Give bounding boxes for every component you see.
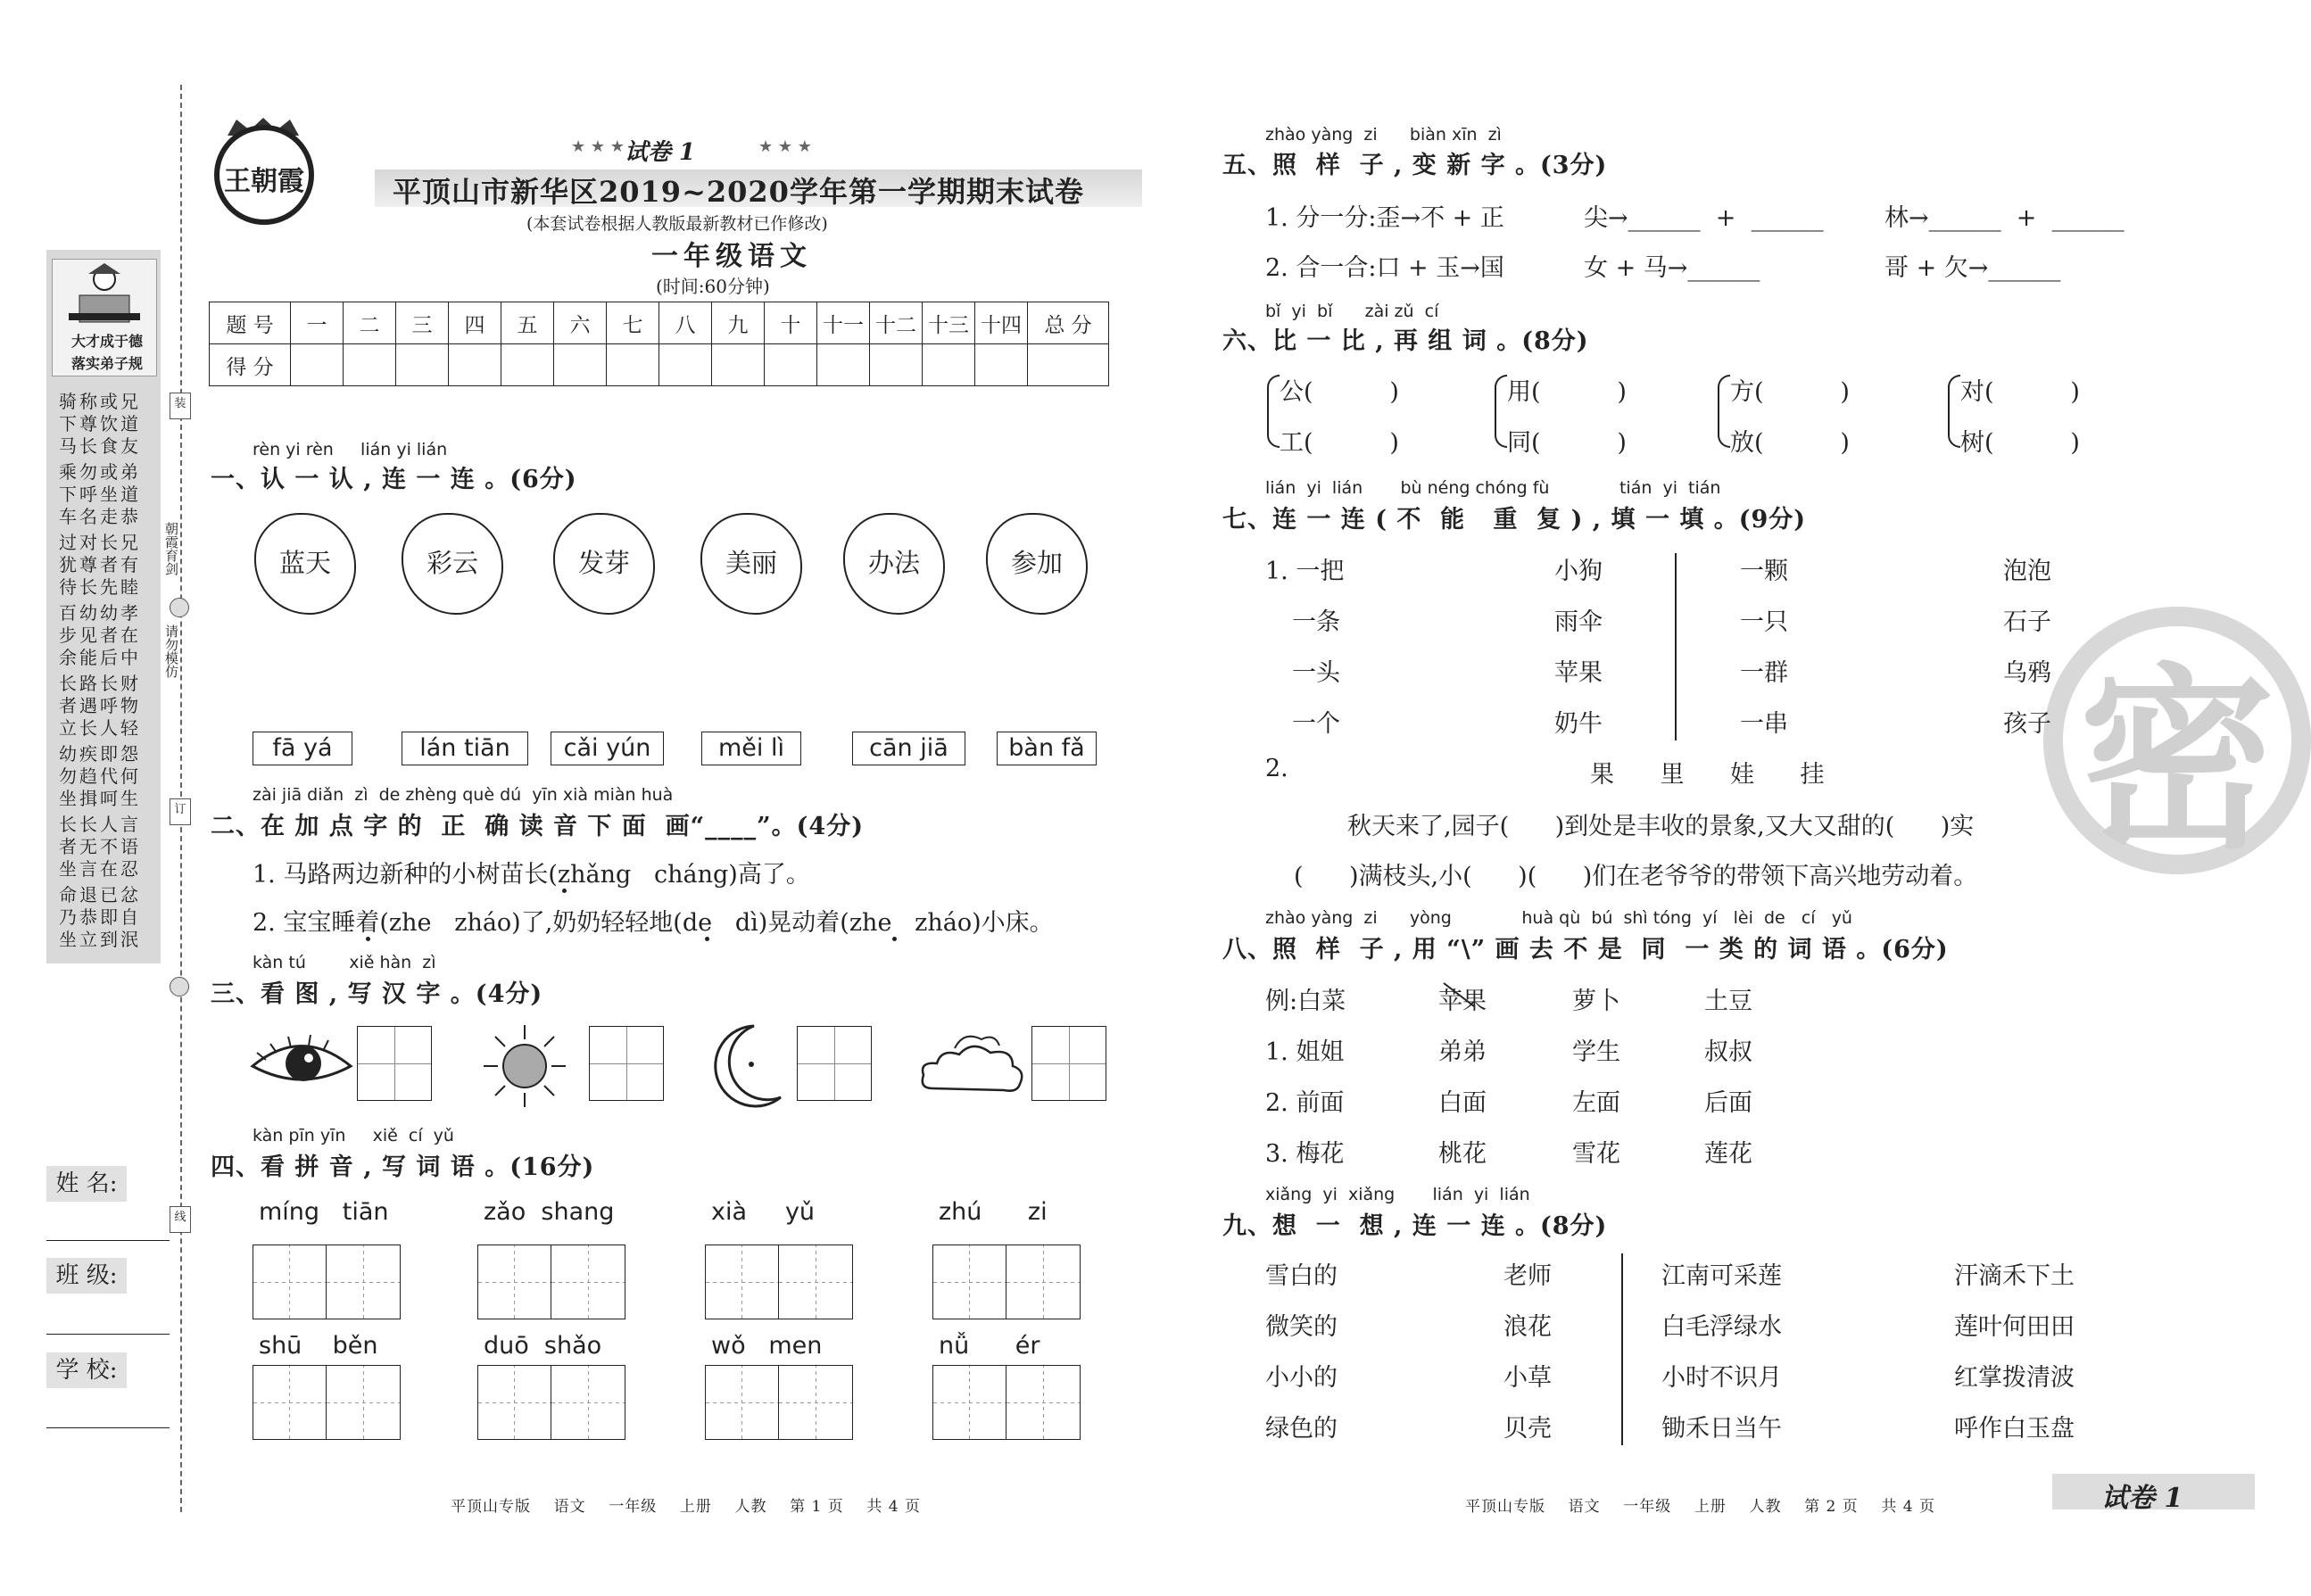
category-word[interactable]: 弟弟 bbox=[1438, 1038, 1487, 1066]
match-word[interactable]: 微笑的 bbox=[1265, 1313, 1338, 1341]
rhyme-line: 坐立到泯 bbox=[59, 929, 141, 950]
s4-title: 四、看 拼 音 , 写 词 语 。(16分) bbox=[211, 1154, 595, 1181]
s6-title: 六、比 一 比 , 再 组 词 。(8分) bbox=[1222, 327, 1589, 355]
score-input-cell[interactable] bbox=[396, 344, 449, 386]
exam-title: 平顶山市新华区2019~2020学年第一学期期末试卷 bbox=[393, 175, 1084, 209]
rhyme-line: 幼疾即怨 bbox=[59, 743, 141, 765]
score-input-cell[interactable] bbox=[712, 344, 765, 386]
score-input-cell[interactable] bbox=[1028, 344, 1109, 386]
rhyme-line: 下呼坐道 bbox=[59, 484, 141, 505]
emphasis-dot bbox=[366, 937, 370, 941]
emphasis-dot bbox=[892, 937, 897, 941]
s5-q1-b[interactable]: 尖→______ + ______ bbox=[1584, 204, 1824, 232]
match-word[interactable]: 1. 一把 bbox=[1265, 558, 1345, 585]
binder-label-1: 装 bbox=[170, 393, 191, 419]
school-field[interactable] bbox=[46, 1427, 170, 1428]
s9-title: 九、想 一 想 , 连 一 连 。(8分) bbox=[1222, 1212, 1608, 1240]
exam-subtitle: (本套试卷根据人教版最新教材已作修改) bbox=[526, 214, 828, 234]
match-word[interactable]: 苹果 bbox=[1554, 659, 1603, 687]
match-word[interactable]: 江南可采莲 bbox=[1661, 1262, 1782, 1290]
write-grid[interactable] bbox=[797, 1026, 872, 1101]
score-header-cell: 十四 bbox=[975, 302, 1028, 344]
match-word[interactable]: 绿色的 bbox=[1265, 1415, 1338, 1443]
category-word[interactable]: 叔叔 bbox=[1704, 1038, 1752, 1066]
compare-word[interactable]: 对( ) bbox=[1960, 378, 2080, 406]
word-cloud[interactable]: 参加 bbox=[986, 513, 1088, 615]
match-word[interactable]: 一条 bbox=[1292, 608, 1340, 636]
name-field[interactable] bbox=[46, 1240, 170, 1241]
category-word: 例:白菜 bbox=[1265, 988, 1346, 1015]
s6-pinyin: bǐ yi bǐ zài zǔ cí bbox=[1265, 302, 1439, 321]
grid-cell[interactable] bbox=[327, 1245, 400, 1319]
rhyme-line: 立长人轻 bbox=[59, 717, 141, 739]
moon-icon bbox=[705, 1021, 785, 1114]
s5-pinyin: zhào yàng zi biàn xīn zì bbox=[1265, 125, 1502, 145]
word-write-grid[interactable] bbox=[932, 1365, 1081, 1440]
s5-title: 五、照 样 子 , 变 新 字 。(3分) bbox=[1222, 152, 1608, 179]
s5-q2-example: 2. 合一合:口 + 玉→国 bbox=[1265, 254, 1504, 282]
paper-tag: 试卷 1 bbox=[625, 139, 696, 166]
pinyin-label: duō shǎo bbox=[484, 1332, 602, 1360]
match-word[interactable]: 锄禾日当午 bbox=[1661, 1415, 1782, 1443]
word-cloud[interactable]: 蓝天 bbox=[254, 513, 356, 615]
s5-q2-b[interactable]: 女 + 马→______ bbox=[1584, 254, 1760, 282]
category-word[interactable]: 萝卜 bbox=[1572, 988, 1620, 1015]
rhyme-line: 乘勿或弟 bbox=[59, 461, 141, 483]
word-write-grid[interactable] bbox=[932, 1245, 1081, 1319]
rhyme-line: 坐揖呵生 bbox=[59, 788, 141, 809]
score-header-cell: 十一 bbox=[817, 302, 870, 344]
match-word[interactable]: 小时不识月 bbox=[1661, 1364, 1782, 1392]
score-input-cell[interactable] bbox=[817, 344, 870, 386]
score-table bbox=[209, 302, 1109, 386]
s1-title: 一、认 一 认 , 连 一 连 。(6分) bbox=[211, 466, 577, 493]
score-header-cell: 十三 bbox=[923, 302, 975, 344]
grid-cell[interactable] bbox=[551, 1245, 625, 1319]
binder-hole-2 bbox=[170, 977, 189, 996]
s4-pinyin: kàn pīn yīn xiě cí yǔ bbox=[253, 1126, 454, 1145]
match-word[interactable]: 一只 bbox=[1740, 608, 1788, 636]
pinyin-label: shū běn bbox=[259, 1332, 378, 1360]
word-cloud[interactable]: 办法 bbox=[843, 513, 945, 615]
s2-question-2: 2. 宝宝睡着(zhe zháo)了,奶奶轻轻地(de dì)晃动着(zhe zháo)小床。 bbox=[253, 909, 1054, 937]
write-grid[interactable] bbox=[357, 1026, 432, 1101]
compare-word[interactable]: 公( ) bbox=[1280, 378, 1399, 406]
score-header-cell: 题 号 bbox=[210, 302, 291, 344]
rhyme-line: 犹尊者有 bbox=[59, 554, 141, 575]
s7-pinyin: lián yi lián bù néng chóng fù tián yi tián bbox=[1265, 478, 1721, 498]
word-write-grid[interactable] bbox=[477, 1245, 625, 1319]
rhyme-line: 长路长财 bbox=[59, 673, 141, 694]
rhyme-line: 长长人言 bbox=[59, 814, 141, 835]
brace-mark bbox=[1718, 375, 1730, 448]
score-input-cell[interactable] bbox=[659, 344, 712, 386]
rhyme-line: 步见者在 bbox=[59, 624, 141, 646]
category-word[interactable]: 学生 bbox=[1572, 1038, 1620, 1066]
name-label: 姓 名: bbox=[46, 1166, 127, 1202]
emphasis-dot bbox=[705, 937, 709, 941]
grid-cell[interactable] bbox=[1006, 1366, 1080, 1439]
rhyme-line: 待长先睦 bbox=[59, 576, 141, 598]
word-write-grid[interactable] bbox=[253, 1245, 401, 1319]
score-header-cell: 六 bbox=[554, 302, 607, 344]
match-word[interactable]: 雪白的 bbox=[1265, 1262, 1338, 1290]
category-word: 3. 梅花 bbox=[1265, 1140, 1345, 1168]
paper-tag-bottom: 试卷 1 bbox=[2101, 1483, 2183, 1514]
binder-hole-1 bbox=[170, 598, 189, 617]
category-word[interactable]: 后面 bbox=[1704, 1089, 1752, 1117]
match-word[interactable]: 一头 bbox=[1292, 659, 1340, 687]
score-input-cell[interactable] bbox=[975, 344, 1028, 386]
match-word[interactable]: 贝壳 bbox=[1503, 1415, 1552, 1443]
binder-label-3: 线 bbox=[170, 1206, 191, 1233]
match-word[interactable]: 小小的 bbox=[1265, 1364, 1338, 1392]
class-label: 班 级: bbox=[46, 1258, 127, 1294]
grid-cell[interactable] bbox=[706, 1245, 779, 1319]
score-header-row bbox=[210, 302, 1109, 344]
footer-left: 平顶山专版 语文 一年级 上册 人教 第 1 页 共 4 页 bbox=[451, 1498, 921, 1516]
score-input-cell[interactable] bbox=[554, 344, 607, 386]
match-word[interactable]: 一个 bbox=[1292, 710, 1340, 738]
grid-cell[interactable] bbox=[478, 1245, 551, 1319]
rhyme-line: 车名走恭 bbox=[59, 506, 141, 527]
score-input-cell[interactable] bbox=[923, 344, 975, 386]
category-word[interactable]: 左面 bbox=[1572, 1089, 1620, 1117]
pinyin-box[interactable]: fā yá bbox=[253, 732, 352, 765]
grid-cell[interactable] bbox=[1006, 1245, 1080, 1319]
word-cloud[interactable]: 发芽 bbox=[553, 513, 655, 615]
rhyme-line: 乃恭即自 bbox=[59, 906, 141, 928]
compare-word[interactable]: 工( ) bbox=[1280, 429, 1399, 457]
compare-word[interactable]: 同( ) bbox=[1507, 429, 1627, 457]
pinyin-box[interactable]: bàn fǎ bbox=[997, 732, 1097, 765]
star-decoration-left: ★ ★ ★ bbox=[571, 137, 625, 156]
cloud-icon bbox=[915, 1026, 1031, 1110]
s2-title: 二、在 加 点 字 的 正 确 读 音 下 面 画“____”。(4分) bbox=[211, 813, 864, 840]
category-word[interactable]: 雪花 bbox=[1572, 1140, 1620, 1168]
rhyme-line: 马长食友 bbox=[59, 435, 141, 457]
score-input-cell[interactable] bbox=[607, 344, 659, 386]
s8-title: 八、照 样 子 , 用 “\” 画 去 不 是 同 一 类 的 词 语 。(6分) bbox=[1222, 936, 1949, 963]
score-header-cell: 七 bbox=[607, 302, 659, 344]
motto-line-2: 落实弟子规 bbox=[70, 355, 143, 372]
match-word[interactable]: 一群 bbox=[1740, 659, 1788, 687]
score-input-cell[interactable] bbox=[344, 344, 396, 386]
grid-cell[interactable] bbox=[478, 1366, 551, 1439]
pinyin-label: míng tiān bbox=[259, 1198, 389, 1226]
logo-text: 王朝霞 bbox=[224, 166, 304, 197]
category-word[interactable]: 苹果 bbox=[1438, 988, 1487, 1015]
footer-right: 平顶山专版 语文 一年级 上册 人教 第 2 页 共 4 页 bbox=[1465, 1498, 1935, 1516]
s9-divider bbox=[1621, 1253, 1623, 1445]
s9-pinyin: xiǎng yi xiǎng lián yi lián bbox=[1265, 1185, 1530, 1204]
score-header-cell: 一 bbox=[291, 302, 344, 344]
match-word[interactable]: 浪花 bbox=[1503, 1313, 1552, 1341]
match-word[interactable]: 乌鸦 bbox=[2003, 659, 2051, 687]
grid-cell[interactable] bbox=[253, 1245, 327, 1319]
rhyme-line: 百幼幼孝 bbox=[59, 602, 141, 624]
category-word[interactable]: 土豆 bbox=[1704, 988, 1752, 1015]
score-header-cell: 八 bbox=[659, 302, 712, 344]
match-word[interactable]: 小草 bbox=[1503, 1364, 1552, 1392]
binder-label-2: 订 bbox=[170, 798, 191, 825]
score-input-cell[interactable] bbox=[291, 344, 344, 386]
score-header-cell: 四 bbox=[449, 302, 501, 344]
match-word[interactable]: 呼作白玉盘 bbox=[1954, 1415, 2075, 1443]
grid-cell[interactable] bbox=[779, 1245, 852, 1319]
s7-q2-label: 2. bbox=[1265, 755, 1288, 782]
rhyme-line: 者无不语 bbox=[59, 836, 141, 857]
s3-title: 三、看 图 , 写 汉 字 。(4分) bbox=[211, 980, 543, 1008]
score-input-cell[interactable] bbox=[765, 344, 817, 386]
rhyme-line: 勿趋代何 bbox=[59, 765, 141, 787]
rhyme-line: 命退已忿 bbox=[59, 884, 141, 906]
word-write-grid[interactable] bbox=[705, 1245, 853, 1319]
match-word[interactable]: 汗滴禾下土 bbox=[1954, 1262, 2075, 1290]
rhyme-line: 下尊饮道 bbox=[59, 413, 141, 434]
pinyin-box[interactable]: cān jiā bbox=[852, 732, 965, 765]
match-word[interactable]: 莲叶何田田 bbox=[1954, 1313, 2075, 1341]
word-write-grid[interactable] bbox=[253, 1365, 401, 1440]
score-row-label: 得 分 bbox=[210, 344, 291, 386]
score-header-cell: 十二 bbox=[870, 302, 923, 344]
school-label: 学 校: bbox=[46, 1352, 127, 1388]
score-header-cell: 二 bbox=[344, 302, 396, 344]
word-write-grid[interactable] bbox=[705, 1365, 853, 1440]
pinyin-label: wǒ men bbox=[711, 1332, 823, 1360]
match-word[interactable]: 一颗 bbox=[1740, 558, 1788, 585]
class-field[interactable] bbox=[46, 1334, 170, 1335]
grid-cell[interactable] bbox=[327, 1366, 400, 1439]
compare-word[interactable]: 方( ) bbox=[1730, 378, 1850, 406]
grade-subject: 一年级语文 bbox=[651, 241, 812, 272]
grid-cell[interactable] bbox=[933, 1245, 1006, 1319]
confidential-watermark: 密 bbox=[2043, 607, 2311, 874]
rhyme-line: 坐言在忍 bbox=[59, 858, 141, 880]
brace-mark bbox=[1267, 375, 1280, 448]
sun-icon bbox=[480, 1021, 569, 1114]
score-header-cell: 九 bbox=[712, 302, 765, 344]
brace-mark bbox=[1495, 375, 1507, 448]
match-word[interactable]: 奶牛 bbox=[1554, 710, 1603, 738]
word-cloud[interactable]: 彩云 bbox=[402, 513, 503, 615]
grid-cell[interactable] bbox=[933, 1366, 1006, 1439]
star-decoration-right: ★ ★ ★ bbox=[758, 137, 812, 156]
motto-line-1: 大才成于德 bbox=[70, 333, 143, 350]
grid-cell[interactable] bbox=[253, 1366, 327, 1439]
match-word[interactable]: 小狗 bbox=[1554, 558, 1603, 585]
pinyin-label: zǎo shang bbox=[484, 1198, 615, 1226]
emphasis-dot bbox=[562, 889, 567, 893]
match-word[interactable]: 一串 bbox=[1740, 710, 1788, 738]
score-input-cell[interactable] bbox=[449, 344, 501, 386]
s7-divider bbox=[1675, 553, 1677, 740]
exam-time: (时间:60分钟) bbox=[656, 276, 770, 297]
rhyme-line: 余能后中 bbox=[59, 647, 141, 668]
category-word[interactable]: 莲花 bbox=[1704, 1140, 1752, 1168]
category-word[interactable]: 白面 bbox=[1438, 1089, 1487, 1117]
vertical-note-2: 请勿模仿 bbox=[163, 624, 179, 678]
score-input-cell[interactable] bbox=[501, 344, 554, 386]
pinyin-label: xià yǔ bbox=[711, 1198, 816, 1226]
score-header-cell: 五 bbox=[501, 302, 554, 344]
s5-q1-c[interactable]: 林→______ + ______ bbox=[1884, 204, 2125, 232]
write-grid[interactable] bbox=[1031, 1026, 1106, 1101]
s7-q2-words: 果 里 娃 挂 bbox=[1590, 761, 1825, 789]
s7-title: 七、连 一 连 ( 不 能 重 复 ) , 填 一 填 。(9分) bbox=[1222, 506, 1807, 533]
grid-cell[interactable] bbox=[706, 1366, 779, 1439]
pinyin-label: nǚ ér bbox=[939, 1332, 1040, 1360]
vertical-note-1: 朝霞育剑 bbox=[163, 522, 179, 575]
brace-mark bbox=[1948, 375, 1960, 448]
s5-q2-c[interactable]: 哥 + 欠→______ bbox=[1884, 254, 2061, 282]
match-word[interactable]: 雨伞 bbox=[1554, 608, 1603, 636]
score-header-cell: 三 bbox=[396, 302, 449, 344]
write-grid[interactable] bbox=[589, 1026, 664, 1101]
rhyme-line: 过对长兄 bbox=[59, 532, 141, 553]
category-word: 1. 姐姐 bbox=[1265, 1038, 1345, 1066]
score-input-row bbox=[210, 344, 1109, 386]
match-word[interactable]: 石子 bbox=[2003, 608, 2051, 636]
category-word: 2. 前面 bbox=[1265, 1089, 1345, 1117]
grid-cell[interactable] bbox=[551, 1366, 625, 1439]
pinyin-box[interactable]: cǎi yún bbox=[551, 732, 664, 765]
match-word[interactable]: 孩子 bbox=[2003, 710, 2051, 738]
s7-q2-line1[interactable]: 秋天来了,园子( )到处是丰收的景象,又大又甜的( )实 bbox=[1347, 813, 1975, 840]
match-word[interactable]: 老师 bbox=[1503, 1262, 1552, 1290]
pinyin-label: zhú zi bbox=[939, 1198, 1048, 1226]
s3-pinyin: kàn tú xiě hàn zì bbox=[253, 953, 436, 972]
pinyin-box[interactable]: lán tiān bbox=[402, 732, 528, 765]
score-header-cell: 总 分 bbox=[1028, 302, 1109, 344]
s7-q2-line2[interactable]: ( )满枝头,小( )( )们在老爷爷的带领下高兴地劳动着。 bbox=[1294, 863, 1978, 890]
match-word[interactable]: 红掌拨清波 bbox=[1954, 1364, 2075, 1392]
strike-example-mark bbox=[1438, 980, 1479, 1010]
match-word[interactable]: 白毛浮绿水 bbox=[1661, 1313, 1782, 1341]
compare-word[interactable]: 放( ) bbox=[1730, 429, 1850, 457]
grid-cell[interactable] bbox=[779, 1366, 852, 1439]
compare-word[interactable]: 用( ) bbox=[1507, 378, 1627, 406]
eye-icon bbox=[248, 1026, 355, 1101]
s5-q1-example: 1. 分一分:歪→不 + 正 bbox=[1265, 204, 1504, 232]
s8-pinyin: zhào yàng zi yòng huà qù bú shì tóng yí lèi de cí yǔ bbox=[1265, 908, 1852, 928]
compare-word[interactable]: 树( ) bbox=[1960, 429, 2080, 457]
score-header-cell: 十 bbox=[765, 302, 817, 344]
score-input-cell[interactable] bbox=[870, 344, 923, 386]
pinyin-box[interactable]: měi lì bbox=[701, 732, 801, 765]
word-write-grid[interactable] bbox=[477, 1365, 625, 1440]
category-word[interactable]: 桃花 bbox=[1438, 1140, 1487, 1168]
s2-question-1: 1. 马路两边新种的小树苗长(zhǎng cháng)高了。 bbox=[253, 861, 810, 889]
word-cloud[interactable]: 美丽 bbox=[700, 513, 802, 615]
s2-pinyin: zài jiā diǎn zì de zhèng què dú yīn xià miàn huà bbox=[253, 785, 674, 805]
s1-pinyin: rèn yi rèn lián yi lián bbox=[253, 440, 448, 459]
rhyme-line: 者遇呼物 bbox=[59, 695, 141, 716]
rhyme-line: 骑称或兄 bbox=[59, 391, 141, 412]
match-word[interactable]: 泡泡 bbox=[2003, 558, 2051, 585]
